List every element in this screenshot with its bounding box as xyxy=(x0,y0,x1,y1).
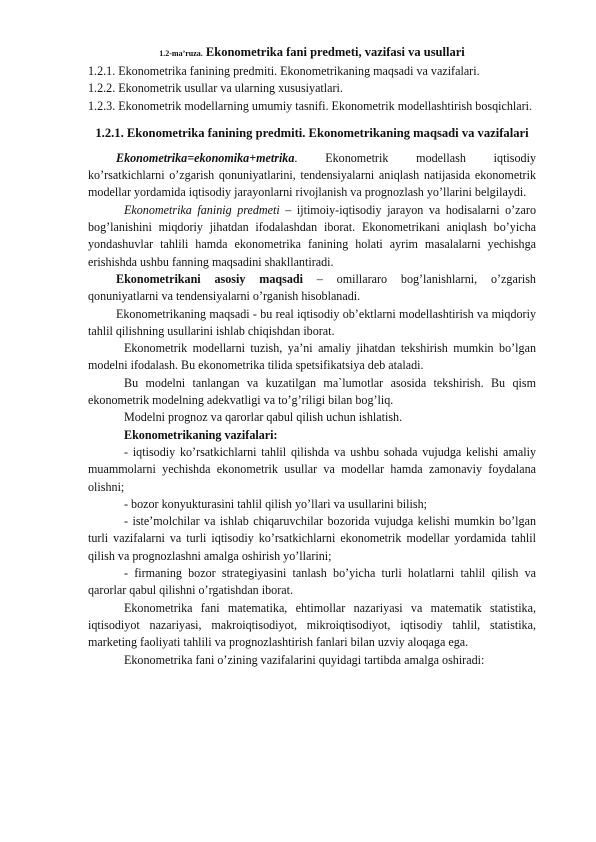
paragraph-tasks-order: Ekonometrika fani o’zining vazifalarini quyidagi tartibda amalga oshiradi: xyxy=(124,652,485,667)
tasks-heading: Ekonometrikaning vazifalari: xyxy=(124,427,278,442)
toc-item-3: 1.2.3. Ekonometrik modellarning umumiy tasnifi. Ekonometrik modellashtirish bosqichlari. xyxy=(88,98,533,113)
paragraph-text: – omillararo bog’lanishlarni, o’zgarish qonuniyatlarni va tendensiyalarni o’rganish hisoblanadi. xyxy=(88,271,536,304)
section-heading: 1.2.1. Ekonometrika fanining predmiti. Ekonometrikaning maqsadi va vazifalari xyxy=(95,125,529,140)
document-page xyxy=(88,44,536,669)
term-main-goal: Ekonometrikani asosiy maqsadi xyxy=(116,271,303,286)
toc-item-1: 1.2.1. Ekonometrika fanining predmiti. Ekonometrikaning maqsadi va vazifalari. xyxy=(88,64,480,78)
toc-item-2: 1.2.2. Ekonometrik usullar va ularning xususiyatlari. xyxy=(88,81,343,96)
task-item-2: - bozor konyukturasini tahlil qilish yo’llari va usullarini bilish; xyxy=(124,496,427,511)
paragraph-model-building: Ekonometrik modellarni tuzish, ya’ni amaliy jihatdan tekshirish mumkin bo’lgan modelni ifodalash. Bu ekonometrika tilida spetsifikatsiya deb ataladi. xyxy=(88,341,536,373)
paragraph-definition xyxy=(88,150,536,202)
lecture-number: 1.2-ma’ruza. xyxy=(159,49,203,58)
paragraph-goal: Ekonometrikaning maqsadi - bu real iqtisodiy ob’ektlarni modellashtirish va miqdoriy tahlil qilishning usullarini ishlab chiqishdan iborat. xyxy=(88,306,536,338)
lecture-title-text: Ekonometrika fani predmeti, vazifasi va usullari xyxy=(202,45,465,59)
task-item-4: - firmaning bozor strategiyasini tanlash bo’yicha turli holatlarni tahlil qilish va qarorlar qabul qilishni o’rgatishdan iborat. xyxy=(88,566,536,598)
paragraph-main-goal xyxy=(88,271,536,306)
paragraph-text: – ijtimoiy-iqtisodiy jarayon va hodisalarni o’zaro bog’lanishini miqdoriy jihatdan ifodalashdan iborat. Ekonometrikani aniqlash bo’yicha yondashuvlar tahlili hamda ekonometrika fanining holati ayrim masalalarni yechishga erishishda ushbu fanning maqsadini shakllantiradi. xyxy=(88,202,536,269)
paragraph-subject xyxy=(88,202,536,271)
paragraph-model-testing: Bu modelni tanlangan va kuzatilgan ma`lumotlar asosida tekshirish. Bu qism ekonometrik modelning adekvatligi va to’g’riligi bilan bog’liq. xyxy=(88,375,536,408)
paragraph-related-fields: Ekonometrika fani matematika, ehtimollar nazariyasi va matematik statistika, iqtisodiyot nazariyasi, makroiqtisodiyot, mikroiqtisodiyot, iqtisodiy tahlil, statistika, marketing faoliyati tahlili va prognozlashtirish fanlari bilan uzviy aloqaga ega. xyxy=(88,600,536,650)
paragraph-text: . Ekonometrik modellash iqtisodiy ko’rsatkichlarni o’zgarish qonuniyatlarini, tendensiyalarni aniqlash natijasida ekonometrik modellar yordamida iqtisodiy jarayonlarni rivojlanish va prognozlash yo’llarini belgilaydi. xyxy=(88,150,536,200)
term-ekonometrika: Ekonometrika=ekonomika+metrika xyxy=(116,150,295,165)
term-predmet: Ekonometrika faninig predmeti xyxy=(124,202,280,217)
task-item-3: - iste’molchilar va ishlab chiqaruvchilar bozorida vujudga kelishi mumkin bo’lgan turli vazifalarni va turli iqtisodiy ko’rsatkichlarni ekonometrik modellar yordamida tahlil qilish va prognozlashni amalga oshirish yo’llarini; xyxy=(88,514,536,563)
lecture-title xyxy=(88,44,536,62)
paragraph-model-use: Modelni prognoz va qarorlar qabul qilish uchun ishlatish. xyxy=(124,410,403,425)
task-item-1: - iqtisodiy ko’rsatkichlarni tahlil qilishda va ushbu sohada vujudga kelishi amaliy muammolarni yechishda ekonometrik usullar va modellar hamda zamonaviy foydalana olishni; xyxy=(88,444,536,494)
